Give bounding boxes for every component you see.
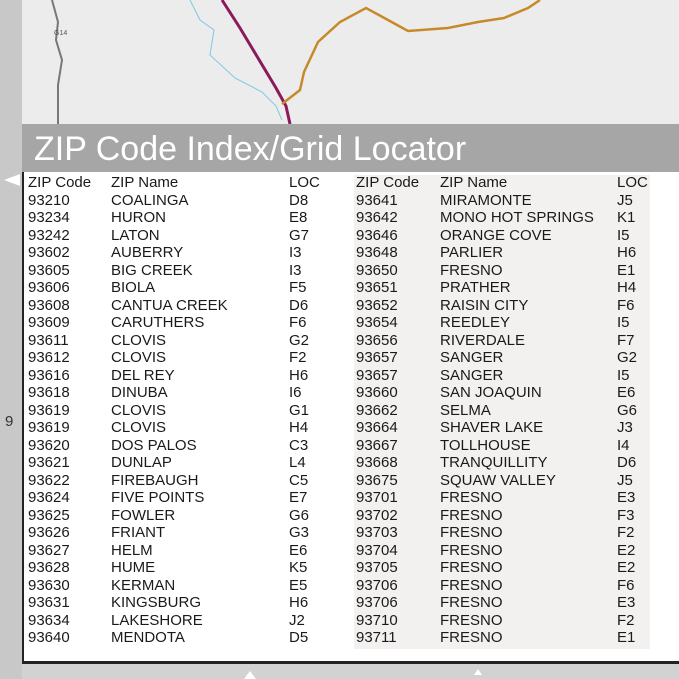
zip-code-cell: 93656 [356, 331, 398, 349]
zip-index-row [0, 629, 679, 646]
loc-cell: I5 [617, 226, 630, 244]
zip-code-cell: 93619 [28, 419, 70, 436]
zip-index-row [0, 454, 679, 471]
loc-cell: I3 [289, 244, 302, 261]
loc-cell: G2 [289, 331, 310, 349]
zip-name-cell: TRANQUILLITY [440, 454, 548, 471]
zip-name-cell: CANTUA CREEK [111, 296, 228, 314]
zip-code-cell: 93705 [356, 559, 398, 576]
zip-name-cell: FRESNO [440, 489, 503, 506]
river-line [190, 0, 282, 120]
zip-name-cell: KINGSBURG [111, 594, 202, 611]
zip-name-cell: SAN JOAQUIN [440, 384, 542, 401]
grid-marker-bottom [474, 669, 482, 675]
loc-cell: E6 [617, 384, 636, 401]
zip-index-row [0, 542, 679, 559]
zip-code-cell: 93642 [356, 209, 398, 226]
zip-name-cell: REEDLEY [440, 314, 511, 331]
header-zip-name: ZIP Name [111, 174, 179, 191]
zip-code-cell: 93625 [28, 506, 70, 524]
zip-index-row [0, 209, 679, 226]
loc-cell: K1 [617, 209, 636, 226]
zip-code-cell: 93620 [28, 436, 70, 454]
route-shield-label: G14 [54, 30, 68, 37]
loc-cell: E7 [289, 489, 308, 506]
loc-cell: F3 [617, 506, 635, 524]
zip-index-row [0, 244, 679, 261]
zip-code-cell: 93711 [356, 629, 397, 646]
zip-name-cell: CLOVIS [111, 401, 167, 419]
grid-row-label: 9 [5, 413, 14, 430]
zip-name-cell: CLOVIS [111, 349, 167, 366]
loc-cell: F6 [617, 576, 635, 594]
zip-name-cell: SHAVER LAKE [440, 419, 544, 436]
zip-index-row [0, 507, 679, 524]
zip-index-row [0, 437, 679, 454]
loc-cell: E5 [289, 576, 308, 594]
zip-name-cell: BIG CREEK [111, 261, 193, 279]
zip-code-cell: 93605 [28, 261, 70, 279]
zip-name-cell: SQUAW VALLEY [440, 471, 556, 489]
loc-cell: G2 [617, 349, 638, 366]
loc-cell: F6 [617, 296, 635, 314]
zip-name-cell: FIREBAUGH [111, 471, 199, 489]
loc-cell: C5 [289, 471, 309, 489]
zip-name-cell: BIOLA [111, 279, 156, 296]
loc-cell: J3 [617, 419, 633, 436]
loc-cell: I3 [289, 261, 302, 279]
zip-name-cell: HUME [111, 559, 156, 576]
zip-name-cell: LAKESHORE [111, 611, 203, 629]
index-title: ZIP Code Index/Grid Locator [34, 130, 467, 168]
loc-cell: D5 [289, 629, 309, 646]
zip-name-cell: FRESNO [440, 594, 503, 611]
zip-name-cell: CLOVIS [111, 331, 167, 349]
zip-index-row [0, 262, 679, 279]
zip-index-row [0, 314, 679, 331]
loc-cell: E3 [617, 489, 636, 506]
zip-code-cell: 93652 [356, 296, 398, 314]
zip-index-row [0, 472, 679, 489]
zip-code-cell: 93650 [356, 261, 398, 279]
zip-code-cell: 93622 [28, 471, 70, 489]
zip-name-cell: ORANGE COVE [440, 226, 552, 244]
loc-cell: G7 [289, 226, 310, 244]
zip-name-cell: DEL REY [111, 366, 175, 384]
header-loc: LOC [289, 174, 320, 191]
loc-cell: I5 [617, 314, 630, 331]
zip-code-cell: 93609 [28, 314, 70, 331]
zip-name-cell: FRIANT [111, 524, 166, 541]
zip-name-cell: KERMAN [111, 576, 176, 594]
zip-code-cell: 93654 [356, 314, 398, 331]
zip-code-cell: 93660 [356, 384, 398, 401]
zip-name-cell: HURON [111, 209, 166, 226]
zip-name-cell: LATON [111, 226, 160, 244]
loc-cell: E1 [617, 629, 636, 646]
header-loc: LOC [617, 174, 648, 191]
zip-name-cell: FRESNO [440, 611, 503, 629]
zip-code-cell: 93628 [28, 559, 70, 576]
zip-index-row [0, 367, 679, 384]
zip-code-cell: 93630 [28, 576, 70, 594]
loc-cell: H6 [289, 594, 309, 611]
loc-cell: G3 [289, 524, 310, 541]
loc-cell: G6 [617, 401, 638, 419]
zip-code-cell: 93648 [356, 244, 398, 261]
loc-cell: K5 [289, 559, 308, 576]
loc-cell: E6 [289, 541, 308, 559]
zip-code-cell: 93710 [356, 611, 398, 629]
loc-cell: J2 [289, 611, 305, 629]
zip-name-cell: SELMA [440, 401, 491, 419]
loc-cell: F2 [617, 611, 635, 629]
zip-code-cell: 93651 [356, 279, 398, 296]
zip-code-cell: 93626 [28, 524, 70, 541]
zip-code-cell: 93612 [28, 349, 70, 366]
zip-code-cell: 93657 [356, 349, 398, 366]
zip-name-cell: FIVE POINTS [111, 489, 205, 506]
zip-index-row [0, 349, 679, 366]
zip-code-cell: 93646 [356, 226, 398, 244]
loc-cell: H4 [617, 279, 637, 296]
zip-name-cell: FRESNO [440, 541, 503, 559]
loc-cell: F6 [289, 314, 307, 331]
zip-name-cell: FRESNO [440, 629, 503, 646]
header-zip-name: ZIP Name [440, 174, 508, 191]
zip-code-cell: 93616 [28, 366, 70, 384]
zip-index-row [0, 297, 679, 314]
zip-code-cell: 93602 [28, 244, 70, 261]
zip-code-cell: 93702 [356, 506, 398, 524]
zip-name-cell: RAISIN CITY [440, 296, 529, 314]
zip-index-row [0, 384, 679, 401]
zip-name-cell: PRATHER [440, 279, 511, 296]
loc-cell: F7 [617, 331, 635, 349]
loc-cell: I6 [289, 384, 302, 401]
loc-cell: H4 [289, 419, 309, 436]
zip-code-cell: 93627 [28, 541, 70, 559]
loc-cell: E2 [617, 559, 636, 576]
zip-code-cell: 93668 [356, 454, 398, 471]
road-line [282, 0, 540, 104]
zip-name-cell: MENDOTA [111, 629, 185, 646]
zip-index-header [0, 174, 679, 191]
zip-code-cell: 93606 [28, 279, 70, 296]
zip-index-row [0, 279, 679, 296]
zip-code-cell: 93611 [28, 331, 69, 349]
loc-cell: F2 [617, 524, 635, 541]
loc-cell: G1 [289, 401, 310, 419]
zip-index-row [0, 594, 679, 611]
zip-name-cell: SANGER [440, 366, 504, 384]
zip-index-row [0, 524, 679, 541]
zip-index-row [0, 577, 679, 594]
zip-index-row [0, 419, 679, 436]
county-road-line [52, 0, 62, 124]
zip-code-cell: 93704 [356, 541, 398, 559]
zip-index-row [0, 332, 679, 349]
zip-index-row [0, 559, 679, 576]
zip-code-cell: 93631 [28, 594, 70, 611]
zip-index-row [0, 227, 679, 244]
zip-code-cell: 93675 [356, 471, 398, 489]
loc-cell: I4 [617, 436, 630, 454]
zip-code-cell: 93242 [28, 226, 70, 244]
zip-code-cell: 93618 [28, 384, 70, 401]
zip-code-cell: 93706 [356, 576, 398, 594]
zip-code-cell: 93706 [356, 594, 398, 611]
zip-name-cell: FRESNO [440, 559, 503, 576]
zip-name-cell: FOWLER [111, 506, 176, 524]
zip-index-row [0, 402, 679, 419]
zip-name-cell: FRESNO [440, 576, 503, 594]
header-zip-code: ZIP Code [28, 174, 92, 191]
zip-code-cell: 93667 [356, 436, 398, 454]
zip-index-row [0, 612, 679, 629]
zip-name-cell: DUNLAP [111, 454, 172, 471]
zip-name-cell: PARLIER [440, 244, 504, 261]
zip-name-cell: MONO HOT SPRINGS [440, 209, 594, 226]
header-zip-code: ZIP Code [356, 174, 420, 191]
zip-name-cell: TOLLHOUSE [440, 436, 531, 454]
zip-code-cell: 93634 [28, 611, 70, 629]
loc-cell: D6 [289, 296, 309, 314]
loc-cell: E8 [289, 209, 308, 226]
zip-code-cell: 93641 [356, 191, 398, 209]
zip-code-cell: 93619 [28, 401, 70, 419]
zip-name-cell: HELM [111, 541, 153, 559]
zip-index-row [0, 489, 679, 506]
zip-code-cell: 93210 [28, 191, 70, 209]
zip-code-cell: 93621 [28, 454, 70, 471]
loc-cell: G6 [289, 506, 310, 524]
zip-name-cell: FRESNO [440, 524, 503, 541]
highway-line [222, 0, 290, 124]
zip-code-cell: 93608 [28, 296, 70, 314]
zip-name-cell: RIVERDALE [440, 331, 526, 349]
zip-name-cell: FRESNO [440, 261, 503, 279]
loc-cell: D8 [289, 191, 309, 209]
zip-code-cell: 93640 [28, 629, 70, 646]
zip-code-cell: 93701 [356, 489, 398, 506]
loc-cell: E2 [617, 541, 636, 559]
zip-name-cell: DINUBA [111, 384, 168, 401]
zip-name-cell: CLOVIS [111, 419, 167, 436]
zip-name-cell: CARUTHERS [111, 314, 205, 331]
loc-cell: D6 [617, 454, 637, 471]
zip-code-cell: 93662 [356, 401, 398, 419]
zip-code-cell: 93234 [28, 209, 70, 226]
zip-name-cell: AUBERRY [111, 244, 184, 261]
zip-name-cell: MIRAMONTE [440, 191, 532, 209]
loc-cell: H6 [617, 244, 637, 261]
grid-marker-bottom [244, 671, 256, 679]
loc-cell: E3 [617, 594, 636, 611]
loc-cell: J5 [617, 471, 633, 489]
zip-name-cell: COALINGA [111, 191, 189, 209]
zip-index-row [0, 192, 679, 209]
loc-cell: L4 [289, 454, 306, 471]
loc-cell: I5 [617, 366, 630, 384]
loc-cell: F5 [289, 279, 307, 296]
zip-code-cell: 93657 [356, 366, 398, 384]
zip-code-cell: 93703 [356, 524, 398, 541]
loc-cell: F2 [289, 349, 307, 366]
zip-code-cell: 93664 [356, 419, 398, 436]
loc-cell: E1 [617, 261, 636, 279]
zip-name-cell: FRESNO [440, 506, 503, 524]
loc-cell: C3 [289, 436, 309, 454]
zip-name-cell: DOS PALOS [111, 436, 197, 454]
zip-code-cell: 93624 [28, 489, 70, 506]
loc-cell: H6 [289, 366, 309, 384]
loc-cell: J5 [617, 191, 633, 209]
zip-name-cell: SANGER [440, 349, 504, 366]
